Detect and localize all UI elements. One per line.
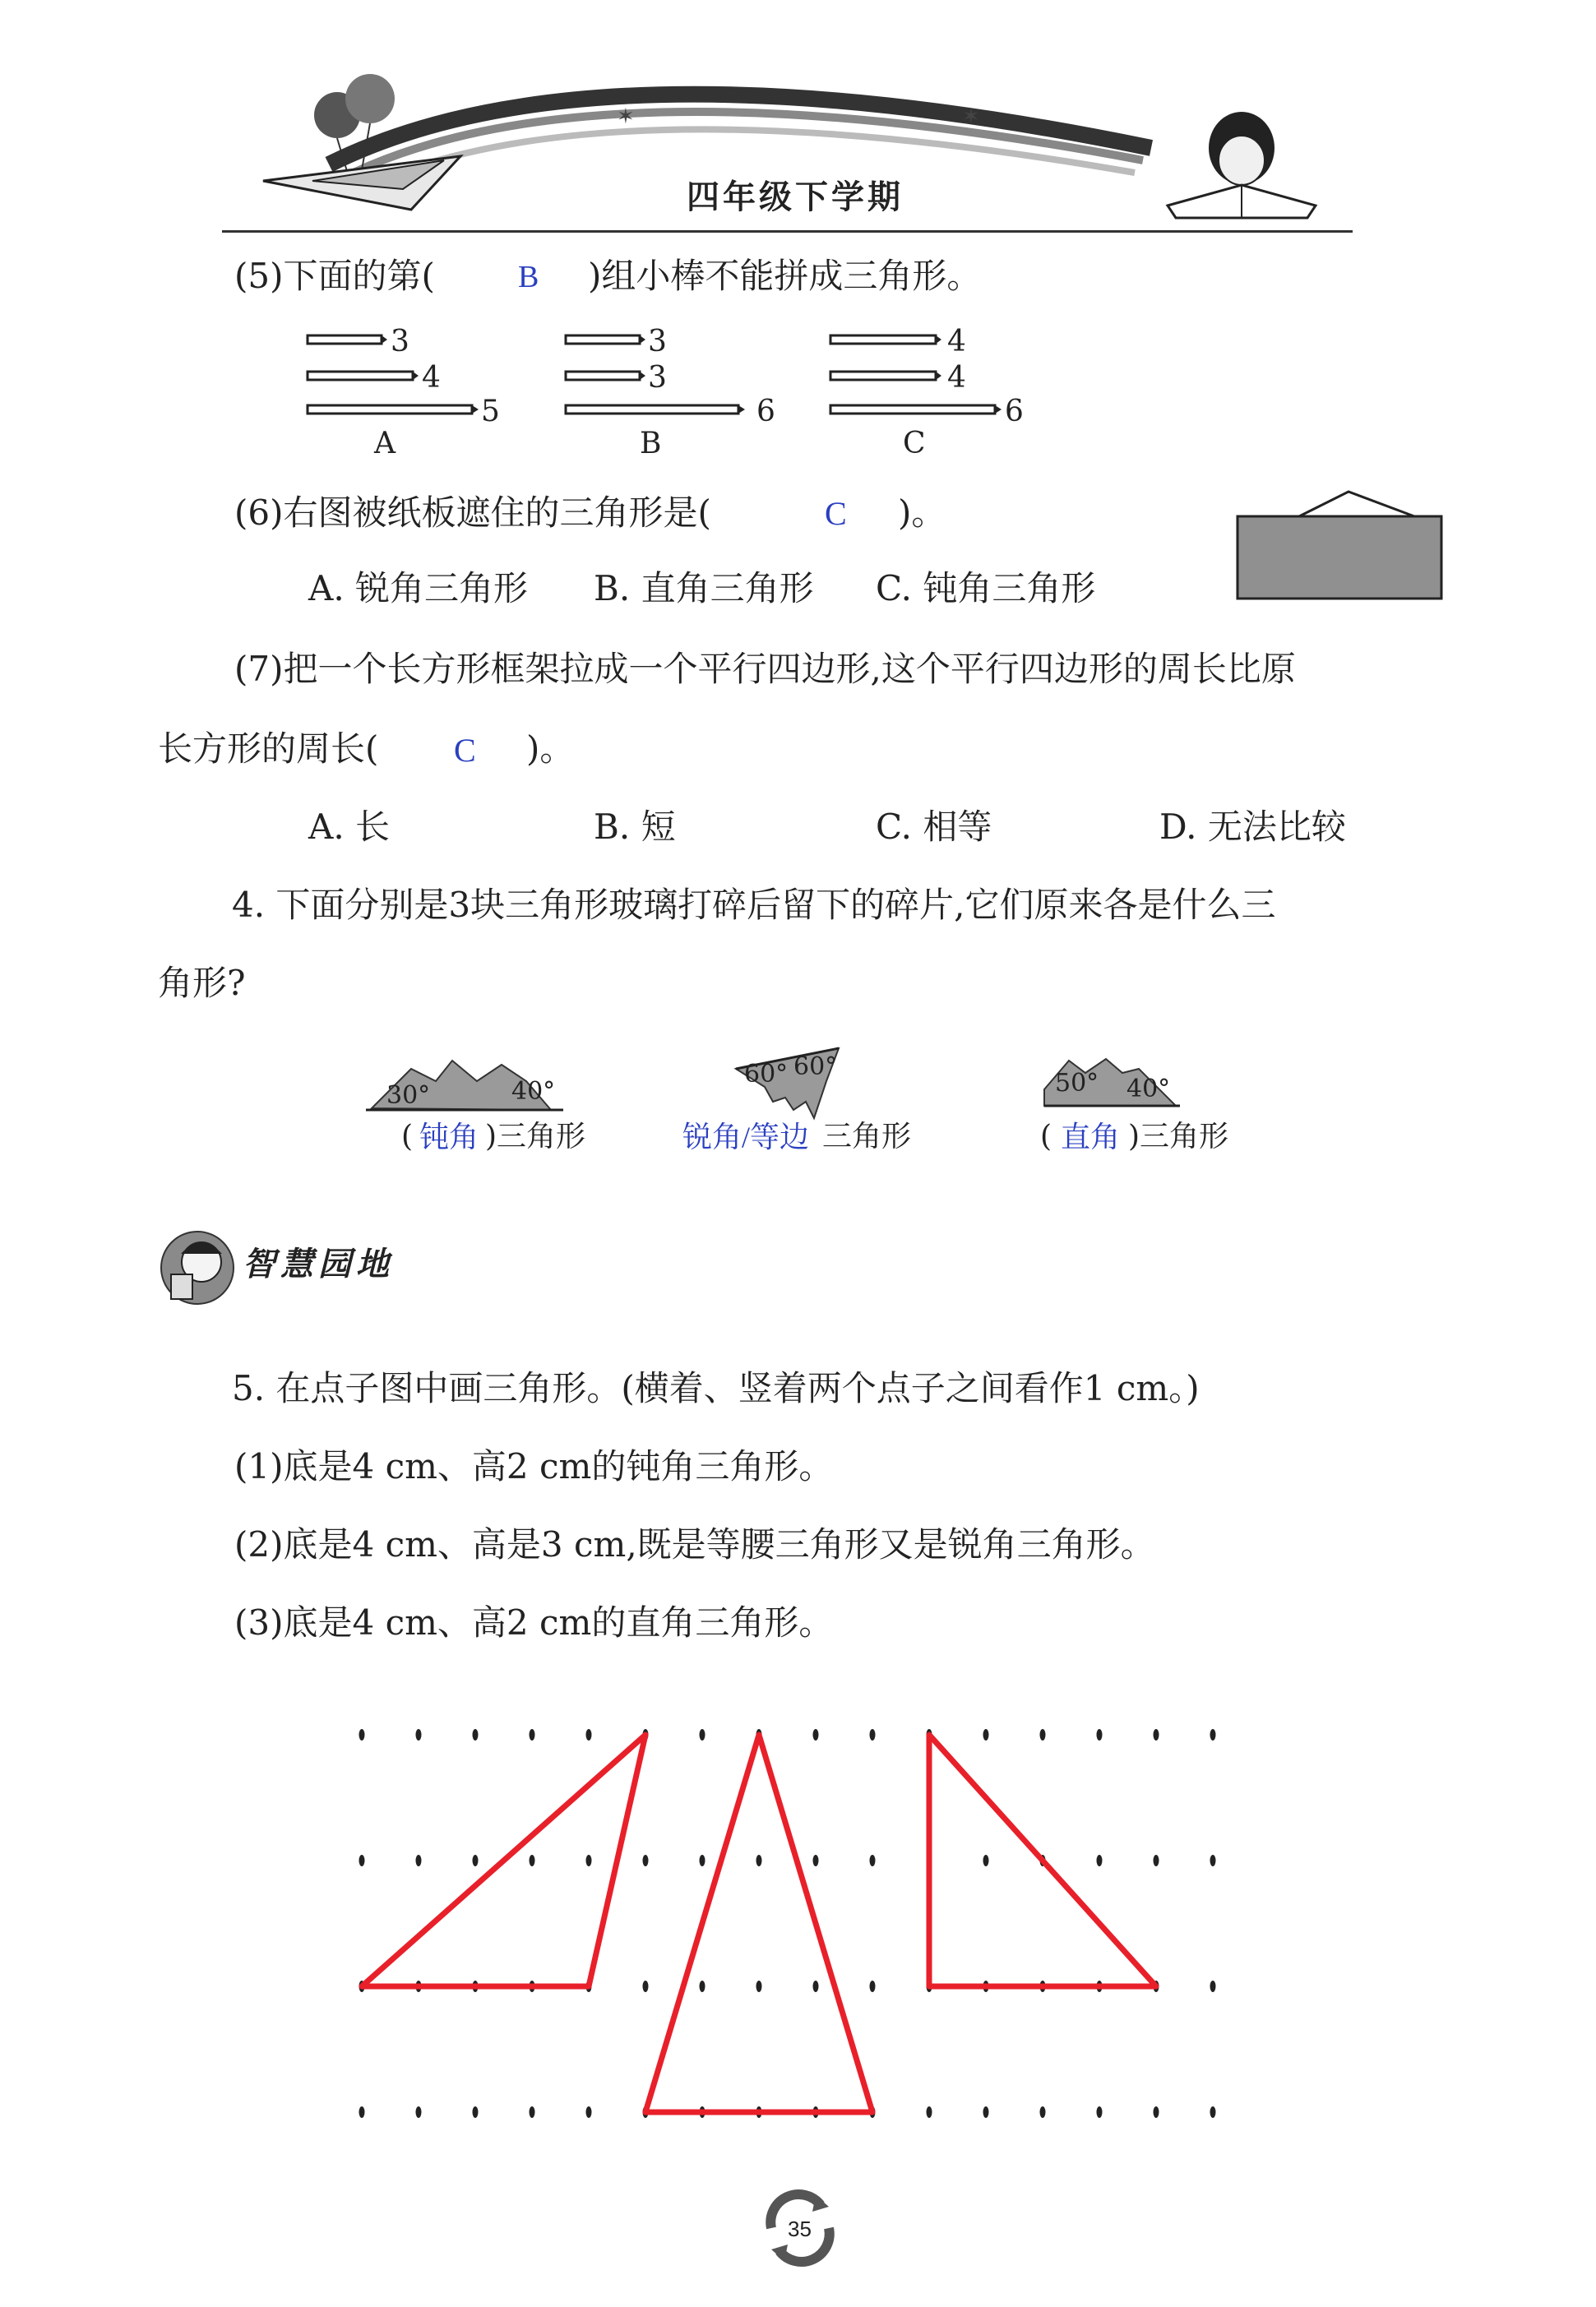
q5b-line0: 5. 在点子图中画三角形。(横着、竖着两个点子之间看作1 cm。) [232,1368,1200,1408]
q5b-line1: (1)底是4 cm、高2 cm的钝角三角形。 [234,1446,834,1486]
stick-c-1-length: 4 [947,325,966,358]
shard-2-close: 三角形 [822,1120,912,1154]
grid-dot [700,1855,705,1866]
grid-dot [1097,1729,1103,1741]
shard-3-angle-2: 40° [1126,1075,1171,1103]
grid-dot [416,1855,422,1866]
grid-dot [983,1729,989,1741]
shard-1-close: )三角形 [485,1120,586,1154]
grid-dot [1154,1855,1159,1866]
q6-suffix: )。 [898,492,946,533]
grid-dot [530,1855,535,1866]
stick-c-3-length: 6 [1005,395,1024,428]
grid-dot [530,2106,535,2118]
shard-3-open: ( [1040,1120,1052,1154]
q7-option-c: C. 相等 [876,807,992,847]
stick-b-2-length: 3 [648,361,667,395]
q7-line2-prefix: 长方形的周长( [158,728,379,769]
shard-3-answer: 直角 [1061,1121,1121,1154]
q7-option-d: D. 无法比较 [1159,807,1346,847]
grid-dot [416,2106,422,2118]
q6-option-c: C. 钝角三角形 [876,568,1096,608]
grid-dot [473,2106,479,2118]
grid-dot [870,1981,876,1992]
grid-dot [813,1981,819,1992]
shard-1-answer: 钝角 [419,1121,479,1154]
grid-dot [756,1981,762,1992]
q7-line1: (7)把一个长方形框架拉成一个平行四边形,这个平行四边形的周长比原 [234,649,1296,689]
shard-2-angle-1: 60° [744,1060,789,1089]
grid-dot [359,1855,365,1866]
grid-dot [530,1729,535,1741]
stick-a-3-length: 5 [481,395,500,428]
stick-a-2-length: 4 [422,361,441,395]
grid-dot [359,1729,365,1741]
grid-dot [643,1981,649,1992]
grid-dot [1040,2106,1046,2118]
q5b-line3: (3)底是4 cm、高2 cm的直角三角形。 [234,1602,834,1643]
grid-dot [1040,1729,1046,1741]
shard-3-angle-1: 50° [1055,1069,1099,1098]
right-triangle [929,1735,1156,1986]
svg-text:✶: ✶ [617,104,635,129]
grid-dot [643,1855,649,1866]
grid-dot [1154,1729,1159,1741]
grid-dot [983,1855,989,1866]
q5-suffix: )组小棒不能拼成三角形。 [588,256,982,296]
q6-answer: C [825,495,847,532]
obtuse-triangle [362,1735,645,1986]
isosceles-acute-triangle [645,1735,872,2112]
q4-line1: 4. 下面分别是3块三角形玻璃打碎后留下的碎片,它们原来各是什么三 [232,885,1276,925]
grid-dot [586,1855,592,1866]
grid-dot [473,1729,479,1741]
grid-dot [1210,1855,1216,1866]
grid-dot [700,1729,705,1741]
group-a-label: A [374,427,396,460]
q5b-line2: (2)底是4 cm、高是3 cm,既是等腰三角形又是锐角三角形。 [234,1524,1155,1565]
stick-b-3-length: 6 [756,395,775,428]
grid-dot [1097,2106,1103,2118]
header-title: 四年级下学期 [687,178,904,216]
q5-answer: B [518,260,539,294]
shard-2-angle-2: 60° [793,1052,838,1081]
group-c-label: C [903,427,926,460]
grid-dot [1210,1729,1216,1741]
shard-2-answer: 锐角/等边 [682,1121,810,1154]
grid-dot [870,1855,876,1866]
shard-1-open: ( [401,1120,414,1154]
q4-line2: 角形? [158,963,246,1003]
grid-dot [983,2106,989,2118]
grid-dot [813,1729,819,1741]
svg-text:✶: ✶ [962,104,980,129]
grid-dot [870,1729,876,1741]
group-b-label: B [640,427,662,460]
shard-1-angle-2: 40° [511,1077,556,1106]
grid-dot [586,2106,592,2118]
q7-option-b: B. 短 [594,807,676,847]
q6-option-a: A. 锐角三角形 [308,568,529,608]
q7-line2-suffix: )。 [526,728,575,769]
grid-dot [1154,2106,1159,2118]
grid-dot [1210,1981,1216,1992]
grid-dot [473,1855,479,1866]
grid-dot [359,2106,365,2118]
q7-option-a: A. 长 [308,807,391,847]
stick-c-2-length: 4 [947,361,966,395]
q6-prefix: (6)右图被纸板遮住的三角形是( [234,492,711,533]
section-title: 智慧园地 [243,1246,394,1283]
grid-dot [586,1729,592,1741]
shard-3-close: )三角形 [1128,1120,1229,1154]
stick-a-1-length: 3 [391,325,409,358]
q6-option-b: B. 直角三角形 [594,568,814,608]
grid-dot [927,2106,932,2118]
grid-dot [756,1855,762,1866]
shard-1-angle-1: 30° [386,1081,431,1110]
grid-dot [700,1981,705,1992]
grid-dot [1097,1855,1103,1866]
grid-dot [1210,2106,1216,2118]
q5-prefix: (5)下面的第( [234,256,435,296]
stick-b-1-length: 3 [648,325,667,358]
page-number: 35 [788,2217,812,2241]
q7-answer: C [454,732,476,769]
grid-dot [416,1729,422,1741]
grid-dot [813,1855,819,1866]
